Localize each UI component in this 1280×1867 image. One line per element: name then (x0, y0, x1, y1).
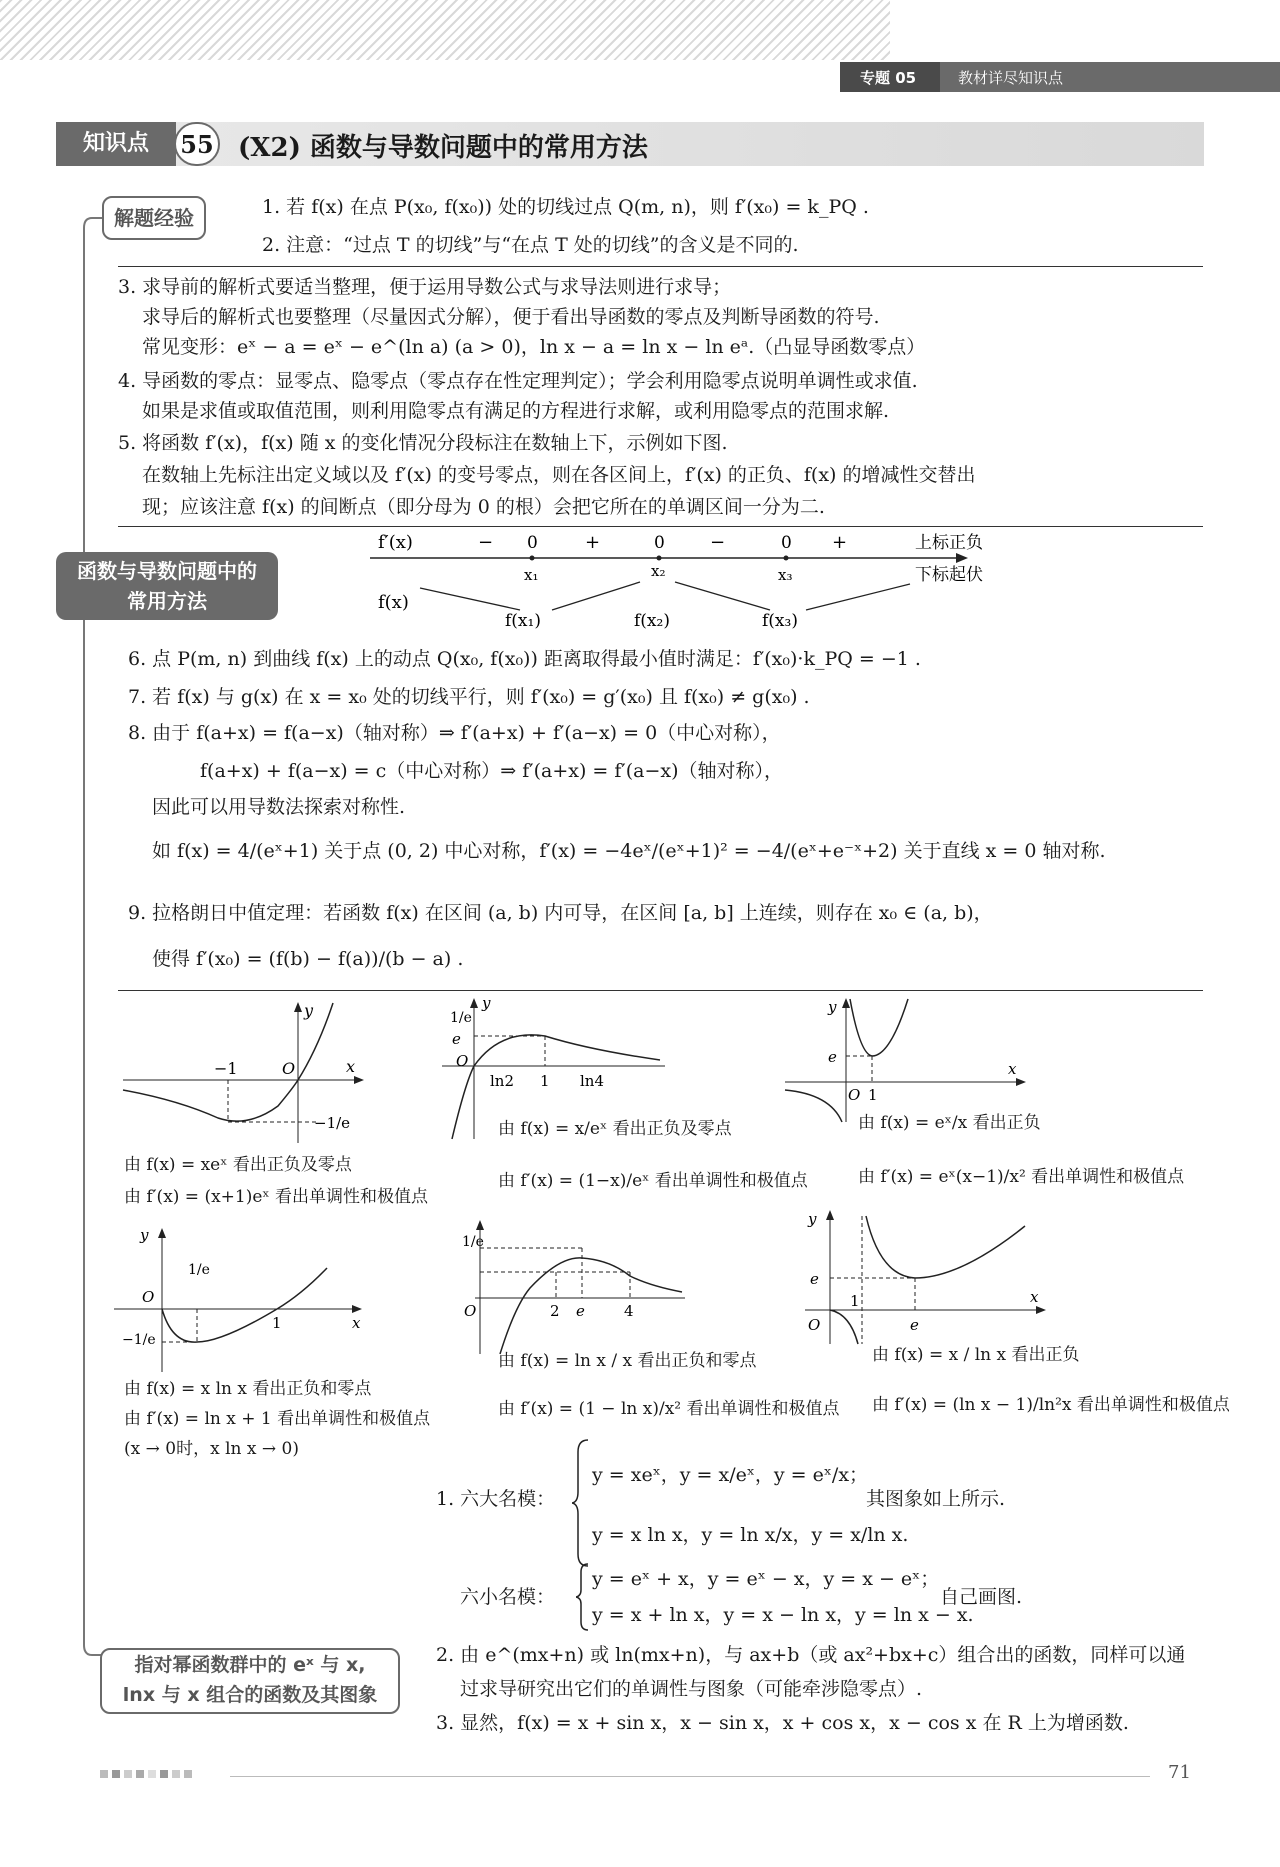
svg-text:1: 1 (540, 1072, 550, 1090)
famous-models-row-1: y = xeˣ，y = x/eˣ，y = eˣ/x； (592, 1464, 869, 1486)
svg-text:O: O (282, 1059, 296, 1078)
knowledge-point-number: 55 (174, 122, 220, 166)
section-divider (118, 266, 1203, 267)
svg-text:1: 1 (868, 1086, 878, 1104)
graph-6-caption-2: 由 f′(x) = (ln x − 1)/ln²x 看出单调性和极值点 (872, 1395, 1230, 1415)
nl-fprime-label: f′(x) (378, 532, 413, 553)
svg-text:x: x (1030, 1288, 1039, 1306)
svg-text:2: 2 (550, 1302, 560, 1320)
brace-large (572, 1438, 592, 1568)
small-models-label: 六小名模： (460, 1586, 556, 1608)
page-title: (X2) 函数与导数问题中的常用方法 (238, 133, 648, 163)
graph-5-caption-2: 由 f′(x) = (1 − ln x)/x² 看出单调性和极值点 (498, 1399, 840, 1419)
item-9b: 使得 f′(x₀) = (f(b) − f(a))/(b − a) . (152, 948, 464, 970)
common-methods-tag (56, 552, 278, 620)
item-8d: 如 f(x) = 4/(eˣ+1) 关于点 (0, 2) 中心对称，f′(x) = −4eˣ/(eˣ+1)² = −4/(eˣ+e⁻ˣ+2) 关于直线 x = 0 轴对称. (152, 840, 1106, 862)
topic-bar (840, 62, 1280, 92)
nl-zero: 0 (781, 533, 792, 553)
bottom-item-3: 3. 显然，f(x) = x + sin x，x − sin x，x + cos x，x − cos x 在 R 上为增函数. (436, 1712, 1129, 1734)
footer-dots (100, 1768, 220, 1782)
nl-lower-note: 下标起伏 (915, 565, 983, 585)
item-1: 1. 若 f(x) 在点 P(x₀, f(x₀)) 处的切线过点 Q(m, n)，则 f′(x₀) = k_PQ . (262, 196, 869, 218)
page-number: 71 (1168, 1762, 1191, 1783)
nl-x1: x₁ (524, 566, 539, 584)
header-hatch (0, 0, 890, 60)
graph-lnx-over-x (460, 1216, 690, 1356)
svg-text:1/e: 1/e (462, 1234, 484, 1250)
graph-2-caption-1: 由 f(x) = x/eˣ 看出正负及零点 (498, 1119, 732, 1139)
svg-text:O: O (142, 1288, 155, 1306)
graph-2-caption-2: 由 f′(x) = (1−x)/eˣ 看出单调性和极值点 (498, 1171, 808, 1191)
famous-models-row-2: y = x ln x，y = ln x/x，y = x/ln x. (592, 1524, 909, 1546)
svg-text:4: 4 (624, 1302, 634, 1320)
section-divider (118, 990, 1203, 991)
common-methods-tag-line2: 常用方法 (127, 589, 207, 613)
graph-xlnx (112, 1224, 372, 1374)
graph-x-over-lnx (800, 1206, 1050, 1346)
graph-6-caption-1: 由 f(x) = x / ln x 看出正负 (872, 1345, 1080, 1365)
item-8c: 因此可以用导数法探索对称性. (152, 796, 406, 818)
svg-text:1/e: 1/e (188, 1262, 210, 1278)
svg-text:O: O (848, 1086, 861, 1104)
svg-text:e: e (810, 1270, 819, 1288)
function-group-tag-line1: 指对幂函数群中的 eˣ 与 x, (134, 1654, 366, 1676)
item-8b: f(a+x) + f(a−x) = c（中心对称）⇒ f′(a+x) = f′(a−x)（轴对称）， (200, 760, 784, 782)
nl-f-label: f(x) (378, 592, 409, 613)
function-group-tag (100, 1648, 400, 1714)
nl-sign: − (478, 532, 494, 553)
svg-text:1: 1 (850, 1292, 860, 1310)
bottom-item-2b: 过求导研究出它们的单调性与图象（可能牵涉隐零点）. (460, 1678, 923, 1700)
small-models-row-1: y = eˣ + x，y = eˣ − x，y = x − eˣ； (592, 1568, 940, 1590)
graph-4-caption-3: (x → 0时，x ln x → 0) (124, 1439, 299, 1459)
svg-text:y: y (808, 1210, 817, 1228)
nl-zero: 0 (527, 533, 538, 553)
left-bracket (70, 200, 130, 1680)
nl-x3: x₃ (778, 566, 793, 584)
famous-models-label: 1. 六大名模： (436, 1488, 556, 1510)
graph-3-caption-2: 由 f′(x) = eˣ(x−1)/x² 看出单调性和极值点 (858, 1167, 1185, 1187)
brace-small (576, 1562, 592, 1632)
small-models-row-2: y = x + ln x，y = x − ln x，y = ln x − x. (592, 1604, 974, 1626)
number-line-diagram (370, 530, 1010, 630)
graph-xex (118, 998, 368, 1148)
graph-1-caption-2: 由 f′(x) = (x+1)eˣ 看出单调性和极值点 (124, 1187, 429, 1207)
item-7: 7. 若 f(x) 与 g(x) 在 x = x₀ 处的切线平行，则 f′(x₀) = g′(x₀) 且 f(x₀) ≠ g(x₀) . (128, 686, 810, 708)
item-4b: 如果是求值或取值范围，则利用隐零点有满足的方程进行求解，或利用隐零点的范围求解. (142, 400, 890, 422)
svg-text:−1/e: −1/e (314, 1114, 351, 1132)
svg-text:O: O (464, 1302, 477, 1320)
svg-text:y: y (304, 1001, 314, 1020)
common-methods-tag-line1: 函数与导数问题中的 (77, 559, 257, 583)
nl-fx3: f(x₃) (762, 611, 798, 630)
item-8a: 8. 由于 f(a+x) = f(a−x)（轴对称）⇒ f′(a+x) + f′(a−x) = 0（中心对称）， (128, 722, 781, 744)
knowledge-point-label: 知识点 (56, 122, 176, 166)
svg-text:1: 1 (272, 1314, 282, 1332)
nl-x2: x₂ (651, 562, 666, 580)
footer-rule (230, 1776, 1150, 1777)
item-4a: 4. 导函数的零点：显零点、隐零点（零点存在性定理判定）；学会利用隐零点说明单调性或求值. (118, 370, 918, 392)
small-models-tail: 自己画图. (940, 1586, 1023, 1608)
item-5a: 5. 将函数 f′(x)，f(x) 随 x 的变化情况分段标注在数轴上下，示例如下图. (118, 432, 728, 454)
graph-1-caption-1: 由 f(x) = xeˣ 看出正负及零点 (124, 1155, 352, 1175)
item-2: 2. 注意：“过点 T 的切线”与“在点 T 处的切线”的含义是不同的. (262, 234, 799, 256)
svg-text:O: O (456, 1052, 469, 1070)
graph-4-caption-1: 由 f(x) = x ln x 看出正负和零点 (124, 1379, 372, 1399)
item-3c: 常见变形：eˣ − a = eˣ − e^(ln a) (a > 0)，ln x − a = ln x − ln eᵃ.（凸显导函数零点） (142, 336, 926, 358)
svg-text:1/e: 1/e (450, 1010, 472, 1026)
nl-fx1: f(x₁) (505, 611, 541, 630)
svg-text:y: y (828, 998, 837, 1016)
nl-sign: + (585, 532, 601, 553)
nl-zero: 0 (654, 533, 665, 553)
svg-text:ln2: ln2 (490, 1072, 515, 1090)
topic-label: 专题 05 (860, 69, 917, 87)
graph-3-caption-1: 由 f(x) = eˣ/x 看出正负 (858, 1113, 1041, 1133)
svg-text:e: e (910, 1316, 919, 1334)
svg-text:e: e (828, 1048, 837, 1066)
nl-sign: + (832, 532, 848, 553)
svg-text:x: x (1008, 1060, 1017, 1078)
svg-text:e: e (452, 1030, 461, 1048)
item-9a: 9. 拉格朗日中值定理：若函数 f(x) 在区间 (a, b) 内可导，在区间 [a, b] 上连续，则存在 x₀ ∈ (a, b)， (128, 902, 993, 924)
graph-ex-over-x (780, 994, 1030, 1124)
item-5c: 现；应该注意 f(x) 的间断点（即分母为 0 的根）会把它所在的单调区间一分为二. (142, 496, 825, 518)
item-3a: 3. 求导前的解析式要适当整理，便于运用导数公式与求导法则进行求导； (118, 276, 732, 298)
nl-sign: − (710, 532, 726, 553)
svg-text:y: y (482, 994, 491, 1012)
function-group-tag-line2: lnx 与 x 组合的函数及其图象 (122, 1684, 378, 1706)
item-6: 6. 点 P(m, n) 到曲线 f(x) 上的动点 Q(x₀, f(x₀)) 距离取得最小值时满足：f′(x₀)·k_PQ = −1 . (128, 648, 921, 670)
graph-4-caption-2: 由 f′(x) = ln x + 1 看出单调性和极值点 (124, 1409, 431, 1429)
svg-text:y: y (140, 1226, 149, 1244)
svg-text:e: e (576, 1302, 585, 1320)
nl-upper-note: 上标正负 (915, 533, 983, 553)
item-5b: 在数轴上先标注出定义域以及 f′(x) 的变号零点，则在各区间上，f′(x) 的正负、f(x) 的增减性交替出 (142, 464, 976, 486)
item-3b: 求导后的解析式也要整理（尽量因式分解），便于看出导函数的零点及判断导函数的符号. (142, 306, 880, 328)
section-divider (118, 526, 1203, 527)
svg-text:x: x (346, 1057, 356, 1076)
svg-text:−1: −1 (214, 1059, 238, 1078)
experience-tag: 解题经验 (102, 196, 206, 240)
svg-text:ln4: ln4 (580, 1072, 605, 1090)
famous-models-tail: 其图象如上所示. (866, 1488, 1006, 1510)
topic-subtitle: 教材详尽知识点 (958, 69, 1064, 87)
graph-5-caption-1: 由 f(x) = ln x / x 看出正负和零点 (498, 1351, 757, 1371)
svg-text:O: O (808, 1316, 821, 1334)
svg-text:x: x (352, 1314, 361, 1332)
svg-text:−1/e: −1/e (122, 1332, 156, 1348)
bottom-item-2a: 2. 由 e^(mx+n) 或 ln(mx+n)，与 ax+b（或 ax²+bx+c）组合出的函数，同样可以通 (436, 1644, 1186, 1666)
nl-fx2: f(x₂) (634, 611, 670, 630)
